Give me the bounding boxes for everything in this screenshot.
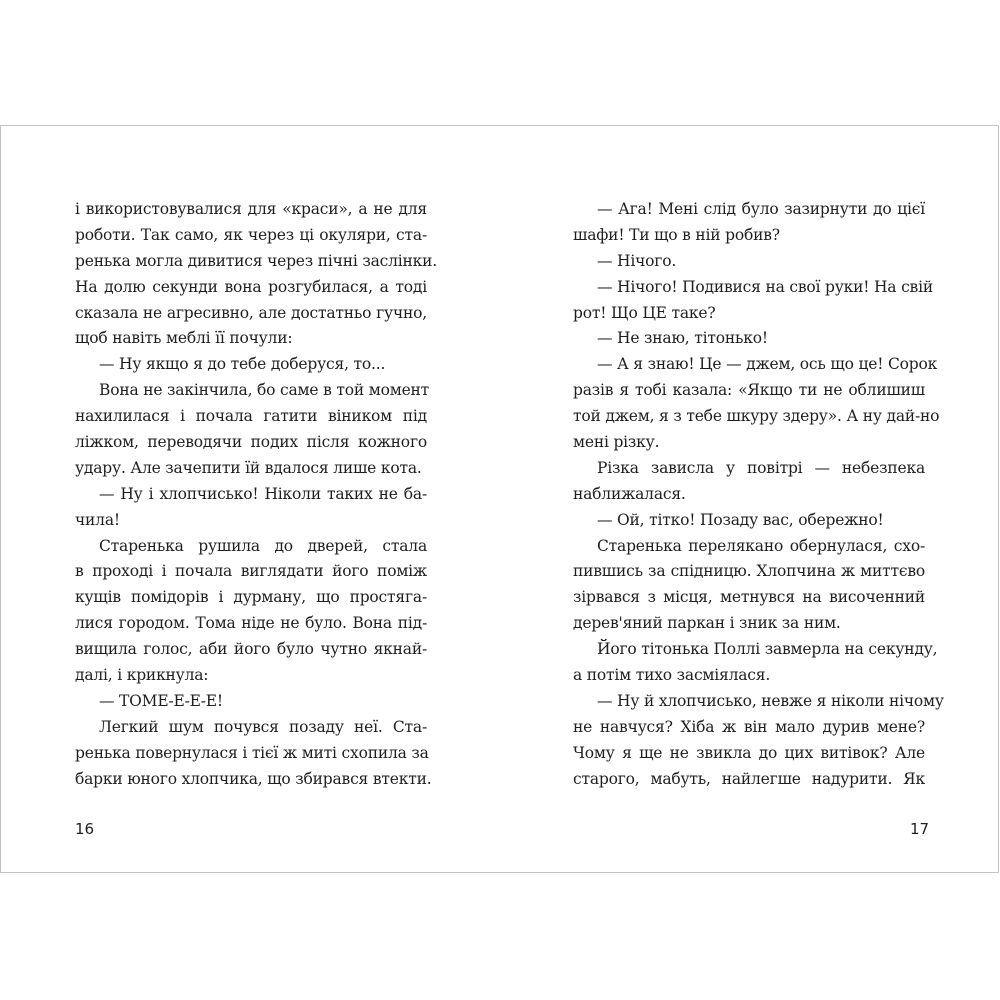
- text-line: лися городом. Тома ніде не було. Вона під-: [75, 614, 427, 633]
- text-line: чила!: [75, 510, 120, 529]
- text-line: Легкий шум почувся позаду неї. Ста-: [99, 717, 427, 736]
- text-line: — Ага! Мені слід було зазирнути до цієї: [597, 200, 925, 218]
- text-line: вищила голос, аби його було чутно якнай-: [75, 640, 427, 659]
- text-line: ренька могла дивитися через пічні заслінки.: [75, 251, 437, 270]
- text-line: шафи! Ти що в ній робив?: [573, 225, 780, 244]
- text-line: Старенька рушила до дверей, стала: [99, 536, 427, 555]
- text-line: — ТОМЕ-Е-Е-Е!: [99, 691, 223, 710]
- text-line: разів я тобі казала: «Якщо ти не облишиш: [573, 381, 925, 400]
- text-line: і використовувалися для «краси», а не для: [75, 200, 427, 218]
- page-number-left: 16: [75, 820, 95, 838]
- text-line: кущів помідорів і дурману, що простяга-: [75, 588, 427, 607]
- text-line: На долю секунди вона розгубилася, а тоді: [75, 277, 427, 296]
- text-line: пившись за спідницю. Хлопчина ж миттєво: [573, 562, 925, 581]
- text-line: роботи. Так само, як через ці окуляри, ста-: [75, 225, 427, 244]
- text-line: мені різку.: [573, 433, 660, 452]
- text-line: старого, мабуть, найлегше надурити. Як: [573, 769, 925, 788]
- text-line: зірвався з місця, метнувся на височенний: [573, 588, 925, 607]
- text-line: ліжком, переводячи подих після кожного: [75, 433, 427, 452]
- text-line: — Нічого! Подивися на свої руки! На свій: [597, 277, 933, 296]
- text-line: дерев'яний паркан і зник за ним.: [573, 614, 841, 633]
- text-line: Старенька перелякано обернулася, схо-: [597, 536, 925, 555]
- text-line: — Ну й хлопчисько, невже я ніколи нічому: [597, 691, 944, 710]
- text-line: Різка зависла у повітрі — небезпека: [597, 458, 925, 477]
- text-line: — Ну якщо я до тебе доберуся, то...: [99, 355, 386, 374]
- text-line: Чому я ще не звикла до цих витівок? Але: [573, 743, 925, 762]
- text-line: нахилилася і почала гатити віником під: [75, 407, 427, 426]
- text-line: — Не знаю, тітонько!: [597, 329, 768, 348]
- right-page-text: [573, 197, 944, 792]
- left-page-text: [75, 197, 437, 792]
- text-line: — Ой, тітко! Позаду вас, обережно!: [597, 510, 884, 529]
- page-number-right: 17: [910, 820, 930, 838]
- text-line: в проході і почала виглядати його поміж: [75, 562, 427, 581]
- text-line: не навчуся? Хіба ж він мало дурив мене?: [573, 717, 925, 736]
- text-line: рот! Що ЦЕ таке?: [573, 303, 716, 322]
- text-line: а потім тихо засміялася.: [573, 666, 771, 685]
- text-line: удару. Але зачепити їй вдалося лише кота.: [75, 458, 422, 477]
- text-line: наближалася.: [573, 484, 686, 503]
- text-line: сказала не агресивно, але достатньо гучно,: [75, 303, 427, 322]
- text-line: Вона не закінчила, бо саме в той момент: [99, 381, 430, 400]
- text-line: далі, і крикнула:: [75, 666, 209, 685]
- text-line: — Ну і хлопчисько! Ніколи таких не ба-: [99, 484, 427, 503]
- text-line: щоб навіть меблі її почули:: [75, 329, 293, 348]
- text-line: барки юного хлопчика, що збирався втекти.: [75, 769, 432, 788]
- text-line: Його тітонька Поллі завмерла на секунду,: [597, 640, 938, 659]
- text-line: той джем, я з тебе шкуру здеру». А ну дай-но: [573, 407, 940, 426]
- text-line: — Нічого.: [597, 251, 677, 270]
- text-line: — А я знаю! Це — джем, ось що це! Сорок: [597, 355, 938, 374]
- text-line: ренька повернулася і тієї ж миті схопила за: [75, 743, 429, 762]
